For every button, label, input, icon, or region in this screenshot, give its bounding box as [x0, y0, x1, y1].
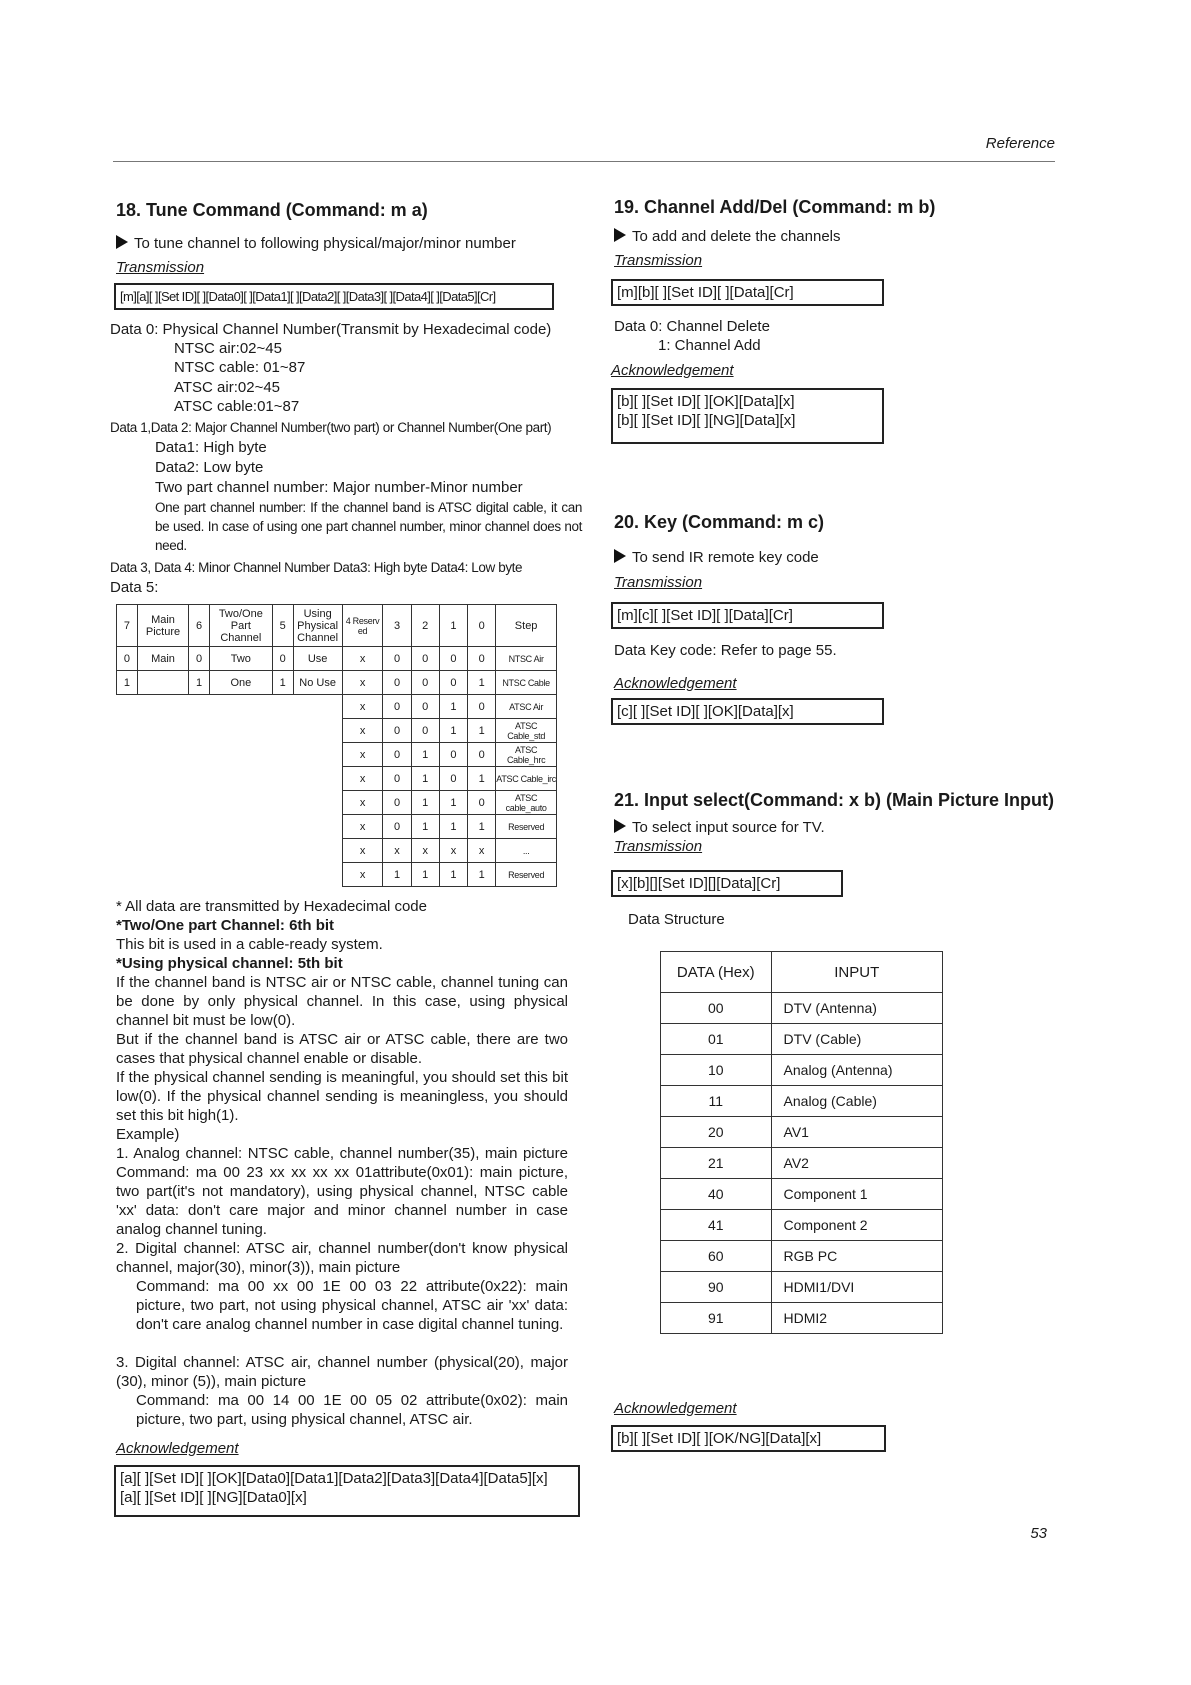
data5-label: Data 5: — [110, 579, 159, 596]
hex-cell: 41 — [661, 1210, 772, 1241]
acknowledgement-box: [a][ ][Set ID][ ][OK][Data0][Data1][Data2][Data3][Data4][Data5][x] [a][ ][Set ID][ ][NG][Data0][x] — [114, 1465, 580, 1517]
section-19-title: 19. Channel Add/Del (Command: m b) — [614, 197, 936, 217]
table-cell: 0 — [383, 767, 411, 791]
empty-cell — [117, 863, 138, 887]
table-cell: 1 — [468, 815, 496, 839]
bit-header-cell: 3 — [383, 605, 411, 647]
table-row — [661, 1086, 943, 1117]
section-18-title: 18. Tune Command (Command: m a) — [116, 200, 428, 220]
transmission-label: Transmission — [614, 252, 703, 269]
table-cell: 0 — [439, 671, 467, 695]
hex-cell: 40 — [661, 1179, 772, 1210]
table-cell: 0 — [272, 647, 293, 671]
triangle-bullet-icon — [614, 819, 626, 833]
table-row — [117, 791, 557, 815]
empty-cell — [117, 695, 138, 719]
table-cell: 1 — [411, 791, 439, 815]
empty-cell — [293, 863, 342, 887]
empty-cell — [293, 743, 342, 767]
table-cell: Reserved — [496, 815, 557, 839]
empty-cell — [189, 815, 210, 839]
empty-cell — [209, 839, 272, 863]
table-row — [661, 1024, 943, 1055]
table-cell: x — [439, 839, 467, 863]
empty-cell — [117, 767, 138, 791]
header-cell: INPUT — [771, 952, 942, 993]
bit-table — [116, 604, 557, 887]
bit-header-cell: 1 — [439, 605, 467, 647]
table-cell: 0 — [411, 647, 439, 671]
empty-cell — [209, 767, 272, 791]
empty-cell — [209, 863, 272, 887]
data12-line: Two part channel number: Major number-Minor number — [155, 479, 523, 496]
input-cell: AV1 — [771, 1117, 942, 1148]
bit-header-cell: 5 — [272, 605, 293, 647]
table-row — [661, 1210, 943, 1241]
acknowledgement-box: [b][ ][Set ID][ ][OK/NG][Data][x] — [611, 1425, 886, 1452]
empty-cell — [272, 719, 293, 743]
table-row — [661, 1055, 943, 1086]
acknowledgement-label: Acknowledgement — [116, 1440, 239, 1457]
example-2-command: Command: ma 00 xx 00 1E 00 03 22 attribute(0x22): main picture, two part, not using physical channel, ATSC air 'xx' data: don't care analog channel number in case digital channel tuning. — [136, 1278, 568, 1333]
table-cell: 0 — [468, 743, 496, 767]
empty-cell — [189, 863, 210, 887]
table-row — [661, 1241, 943, 1272]
table-row — [117, 671, 557, 695]
acknowledgement-box: [c][ ][Set ID][ ][OK][Data][x] — [611, 698, 884, 725]
empty-cell — [117, 719, 138, 743]
table-cell: x — [342, 743, 383, 767]
table-cell: 1 — [468, 767, 496, 791]
empty-cell — [189, 743, 210, 767]
table-cell: ATSC Air — [496, 695, 557, 719]
table-cell: 0 — [189, 647, 210, 671]
table-cell: 0 — [383, 671, 411, 695]
table-cell: x — [411, 839, 439, 863]
table-cell: 0 — [439, 767, 467, 791]
input-cell: RGB PC — [771, 1241, 942, 1272]
transmission-label: Transmission — [614, 574, 703, 591]
empty-cell — [189, 695, 210, 719]
header-cell: DATA (Hex) — [661, 952, 772, 993]
table-row — [117, 719, 557, 743]
empty-cell — [209, 791, 272, 815]
input-cell: Component 1 — [771, 1179, 942, 1210]
acknowledgement-label: Acknowledgement — [611, 362, 734, 379]
empty-cell — [137, 839, 188, 863]
table-cell: 1 — [411, 767, 439, 791]
table-cell: x — [468, 839, 496, 863]
example-3: 3. Digital channel: ATSC air, channel number (physical(20), major (30), minor (5)), main picture — [116, 1354, 568, 1390]
table-cell: 1 — [439, 791, 467, 815]
table-cell: 1 — [468, 719, 496, 743]
table-row — [117, 815, 557, 839]
empty-cell — [137, 719, 188, 743]
table-cell: NTSC Cable — [496, 671, 557, 695]
data0-line: ATSC cable:01~87 — [174, 398, 300, 415]
section-21-bullet: To select input source for TV. — [614, 818, 825, 837]
page-number: 53 — [1030, 1525, 1047, 1542]
table-cell: x — [383, 839, 411, 863]
example-label: Example) — [116, 1126, 180, 1143]
table-cell: 1 — [411, 863, 439, 887]
hex-cell: 20 — [661, 1117, 772, 1148]
empty-cell — [272, 791, 293, 815]
empty-cell — [137, 815, 188, 839]
input-cell: AV2 — [771, 1148, 942, 1179]
data34-text: Data 3, Data 4: Minor Channel Number Data3: High byte Data4: Low byte — [110, 560, 523, 575]
table-cell: ATSC Cable_irc — [496, 767, 557, 791]
empty-cell — [137, 767, 188, 791]
bit-header-cell: Two/One Part Channel — [209, 605, 272, 647]
table-cell: 1 — [439, 695, 467, 719]
input-table-header — [661, 952, 943, 993]
hex-cell: 00 — [661, 993, 772, 1024]
table-cell: x — [342, 695, 383, 719]
hex-cell: 90 — [661, 1272, 772, 1303]
paragraph-physical: If the physical channel sending is meaningful, you should set this bit low(0). If the physical channel sending is meaningless, you should set this bit high(1). — [116, 1069, 568, 1124]
data0-text: Data 0: Physical Channel Number(Transmit by Hexadecimal code) — [110, 321, 552, 338]
bit-header-cell: 7 — [117, 605, 138, 647]
empty-cell — [272, 863, 293, 887]
acknowledgement-box: [b][ ][Set ID][ ][OK][Data][x] [b][ ][Set ID][ ][NG][Data][x] — [611, 388, 884, 444]
section-18-bullet: To tune channel to following physical/major/minor number — [116, 234, 516, 253]
input-cell: HDMI1/DVI — [771, 1272, 942, 1303]
table-cell: 1 — [117, 671, 138, 695]
table-row — [661, 1179, 943, 1210]
empty-cell — [137, 743, 188, 767]
empty-cell — [209, 743, 272, 767]
bit-header-cell: 2 — [411, 605, 439, 647]
table-cell: 0 — [411, 695, 439, 719]
table-row — [117, 695, 557, 719]
table-cell: 1 — [272, 671, 293, 695]
input-cell: Analog (Antenna) — [771, 1055, 942, 1086]
bit-table-header — [117, 605, 557, 647]
data0-line: NTSC air:02~45 — [174, 340, 282, 357]
empty-cell — [272, 695, 293, 719]
table-cell: 1 — [411, 743, 439, 767]
input-cell: DTV (Cable) — [771, 1024, 942, 1055]
empty-cell — [209, 719, 272, 743]
data0-line: ATSC air:02~45 — [174, 379, 281, 396]
table-cell: 0 — [439, 743, 467, 767]
empty-cell — [272, 743, 293, 767]
empty-cell — [293, 839, 342, 863]
triangle-bullet-icon — [614, 228, 626, 242]
table-cell: Use — [293, 647, 342, 671]
table-row — [661, 1117, 943, 1148]
table-cell: x — [342, 671, 383, 695]
empty-cell — [117, 791, 138, 815]
acknowledgement-label: Acknowledgement — [614, 1400, 737, 1417]
empty-cell — [117, 839, 138, 863]
transmission-box: [m][c][ ][Set ID][ ][Data][Cr] — [611, 602, 884, 629]
empty-cell — [272, 839, 293, 863]
empty-cell — [137, 791, 188, 815]
input-cell: HDMI2 — [771, 1303, 942, 1334]
table-cell: 0 — [383, 815, 411, 839]
paragraph-atsc: But if the channel band is ATSC air or ATSC cable, there are two cases that physical channel enable or disable. — [116, 1031, 568, 1067]
key-code-text: Data Key code: Refer to page 55. — [614, 642, 837, 659]
empty-cell — [137, 863, 188, 887]
hex-cell: 10 — [661, 1055, 772, 1086]
table-cell: No Use — [293, 671, 342, 695]
example-2: 2. Digital channel: ATSC air, channel number(don't know physical channel, major(30), minor(3)), main picture — [116, 1240, 568, 1276]
empty-cell — [189, 719, 210, 743]
table-cell: Two — [209, 647, 272, 671]
table-row — [661, 1272, 943, 1303]
header-rule — [113, 161, 1055, 162]
section-19-bullet: To add and delete the channels — [614, 227, 841, 246]
data12-line: Data1: High byte — [155, 439, 267, 456]
bit-header-cell: Main Picture — [137, 605, 188, 647]
table-cell: 0 — [439, 647, 467, 671]
table-cell: 1 — [468, 671, 496, 695]
transmission-label: Transmission — [116, 259, 205, 276]
input-cell: Component 2 — [771, 1210, 942, 1241]
table-cell: x — [342, 815, 383, 839]
input-table — [660, 951, 943, 1334]
bit-header-cell: 4 Reserv ed — [342, 605, 383, 647]
empty-cell — [209, 695, 272, 719]
table-cell: 1 — [383, 863, 411, 887]
data-add-text: 1: Channel Add — [658, 337, 761, 354]
empty-cell — [209, 815, 272, 839]
table-row — [117, 863, 557, 887]
empty-cell — [293, 695, 342, 719]
table-cell: ATSC cable_auto — [496, 791, 557, 815]
empty-cell — [272, 815, 293, 839]
bit-header-cell: 6 — [189, 605, 210, 647]
bit-header-cell: Using Physical Channel — [293, 605, 342, 647]
table-cell: ... — [496, 839, 557, 863]
acknowledgement-label: Acknowledgement — [614, 675, 737, 692]
table-cell: 1 — [439, 815, 467, 839]
table-cell: 0 — [383, 719, 411, 743]
table-cell: 0 — [411, 671, 439, 695]
table-cell: x — [342, 767, 383, 791]
table-row — [661, 1148, 943, 1179]
table-row — [117, 767, 557, 791]
empty-cell — [293, 815, 342, 839]
hex-cell: 91 — [661, 1303, 772, 1334]
table-cell: 0 — [383, 791, 411, 815]
empty-cell — [117, 815, 138, 839]
one-part-text: One part channel number: If the channel band is ATSC digital cable, it can be used. In case of using one part channel number, minor channel does not need. — [155, 500, 582, 553]
table-cell: x — [342, 647, 383, 671]
data12-text: Data 1,Data 2: Major Channel Number(two part) or Channel Number(One part) — [110, 420, 552, 435]
empty-cell — [189, 791, 210, 815]
input-cell: DTV (Antenna) — [771, 993, 942, 1024]
table-cell: x — [342, 839, 383, 863]
table-cell: 0 — [117, 647, 138, 671]
table-cell: 1 — [189, 671, 210, 695]
table-row — [117, 743, 557, 767]
empty-cell — [293, 719, 342, 743]
transmission-box: [m][a][ ][Set ID][ ][Data0][ ][Data1][ ][Data2][ ][Data3][ ][Data4][ ][Data5][Cr] — [114, 283, 554, 310]
hex-cell: 60 — [661, 1241, 772, 1272]
table-cell: One — [209, 671, 272, 695]
table-cell: 1 — [439, 719, 467, 743]
note-hex: * All data are transmitted by Hexadecimal code — [116, 898, 427, 915]
table-cell — [137, 671, 188, 695]
empty-cell — [293, 791, 342, 815]
data-structure-label: Data Structure — [628, 911, 725, 928]
transmission-box: [x][b][][Set ID][][Data][Cr] — [611, 870, 843, 897]
table-cell: 0 — [468, 647, 496, 671]
section-20-title: 20. Key (Command: m c) — [614, 512, 825, 532]
example-1: 1. Analog channel: NTSC cable, channel number(35), main picture Command: ma 00 23 xx xx xx xx 01attribute(0x01): main picture, two part(it's not mandatory), using physical channel, NTSC cable 'xx' data: don't care major and minor channel number in case analog channel tuning. — [116, 1145, 568, 1238]
table-cell: x — [342, 719, 383, 743]
data12-line: Data2: Low byte — [155, 459, 264, 476]
table-row — [661, 1303, 943, 1334]
data-delete-text: Data 0: Channel Delete — [614, 318, 770, 335]
paragraph-ntsc: If the channel band is NTSC air or NTSC cable, channel tuning can be done by only physical channel. In this case, using physical channel bit must be low(0). — [116, 974, 568, 1029]
empty-cell — [293, 767, 342, 791]
note-two-one: *Two/One part Channel: 6th bit — [116, 917, 335, 934]
table-cell: x — [342, 791, 383, 815]
table-cell: Reserved — [496, 863, 557, 887]
hex-cell: 21 — [661, 1148, 772, 1179]
table-row — [661, 993, 943, 1024]
data0-line: NTSC cable: 01~87 — [174, 359, 306, 376]
table-row — [117, 839, 557, 863]
table-cell: ATSC Cable_hrc — [496, 743, 557, 767]
empty-cell — [189, 767, 210, 791]
note-cable-ready: This bit is used in a cable-ready system. — [116, 936, 383, 953]
empty-cell — [117, 743, 138, 767]
triangle-bullet-icon — [614, 549, 626, 563]
hex-cell: 11 — [661, 1086, 772, 1117]
table-row — [117, 647, 557, 671]
empty-cell — [137, 695, 188, 719]
transmission-label: Transmission — [614, 838, 703, 855]
transmission-box: [m][b][ ][Set ID][ ][Data][Cr] — [611, 279, 884, 306]
section-20-bullet: To send IR remote key code — [614, 548, 819, 567]
table-cell: 0 — [411, 719, 439, 743]
bit-header-cell: 0 — [468, 605, 496, 647]
table-cell: NTSC Air — [496, 647, 557, 671]
hex-cell: 01 — [661, 1024, 772, 1055]
table-cell: x — [342, 863, 383, 887]
table-cell: 1 — [468, 863, 496, 887]
table-cell: 0 — [383, 647, 411, 671]
input-cell: Analog (Cable) — [771, 1086, 942, 1117]
section-21-title: 21. Input select(Command: x b) (Main Picture Input) — [614, 790, 1055, 810]
note-physical: *Using physical channel: 5th bit — [116, 955, 343, 972]
empty-cell — [272, 767, 293, 791]
table-cell: 0 — [383, 695, 411, 719]
example-3-command: Command: ma 00 14 00 1E 00 05 02 attribute(0x02): main picture, two part, using physical channel, ATSC air. — [136, 1392, 568, 1428]
section-label: Reference — [985, 135, 1055, 152]
table-cell: 1 — [411, 815, 439, 839]
triangle-bullet-icon — [116, 235, 128, 249]
table-cell: ATSC Cable_std — [496, 719, 557, 743]
bit-header-cell: Step — [496, 605, 557, 647]
table-cell: 0 — [468, 791, 496, 815]
empty-cell — [189, 839, 210, 863]
table-cell: Main — [137, 647, 188, 671]
table-cell: 1 — [439, 863, 467, 887]
table-cell: 0 — [468, 695, 496, 719]
table-cell: 0 — [383, 743, 411, 767]
